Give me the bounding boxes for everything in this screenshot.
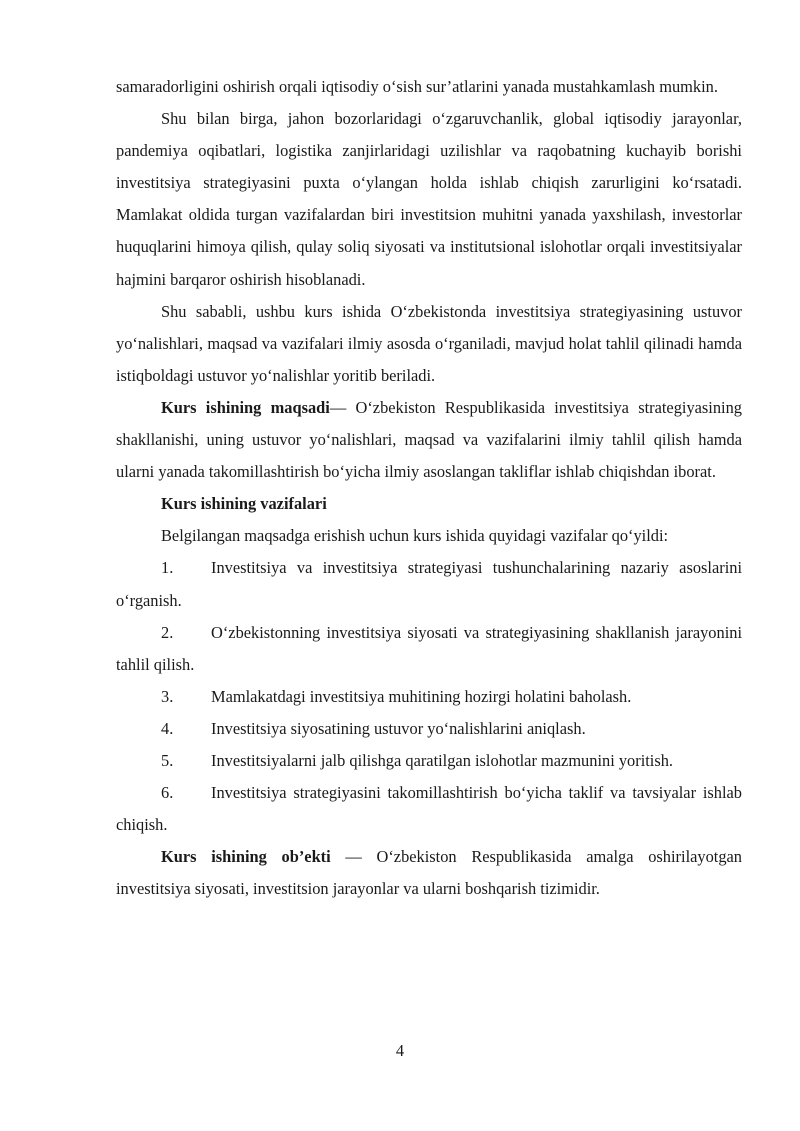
task-number: 6. xyxy=(161,783,174,803)
task-text: Investitsiya siyosatining ustuvor yo‘nalishlarini aniqlash. xyxy=(211,718,586,738)
task-text: Investitsiya strategiyasini takomillashtirish bo‘yicha taklif va tavsiyalar ishlab chiqish. xyxy=(116,783,742,835)
paragraph-context: Shu bilan birga, jahon bozorlaridagi o‘zgaruvchanlik, global iqtisodiy jarayonlar, pandemiya oqibatlari, logistika zanjirlaridagi uzilishlar va raqobatning kuchayib borishi investitsiya strategiyasini puxta o‘ylangan holda ishlab chiqish zarurligini ko‘rsatadi. Mamlakat oldida turgan vazifalardan biri investitsion muhitni yanada yaxshilash, investorlar huquqlarini himoya qilish, qulay soliq siyosati va institutsional islohotlar orqali investitsiyalar hajmini barqaror oshirish hisoblanadi. xyxy=(116,109,742,289)
task-number: 1. xyxy=(161,558,174,578)
paragraph-purpose-intro: Shu sababli, ushbu kurs ishida O‘zbekistonda investitsiya strategiyasining ustuvor yo‘nalishlari, maqsad va vazifalari ilmiy asosda o‘rganiladi, mavjud holat tahlil qilinadi hamda istiqboldagi ustuvor yo‘nalishlar yoritib beriladi. xyxy=(116,301,742,385)
task-number: 5. xyxy=(161,750,174,770)
paragraph-object xyxy=(116,841,742,905)
tasks-heading: Kurs ishining vazifalari xyxy=(161,494,327,514)
task-item xyxy=(116,777,742,841)
paragraph-continuation: samaradorligini oshirish orqali iqtisodiy o‘sish sur’atlarini yanada mustahkamlash mumkin. xyxy=(116,77,718,96)
task-number: 2. xyxy=(161,622,174,642)
task-text: O‘zbekistonning investitsiya siyosati va strategiyasining shakllanish jarayonini tahlil qilish. xyxy=(116,622,742,674)
task-text: Mamlakatdagi investitsiya muhitining hozirgi holatini baholash. xyxy=(211,686,632,706)
task-text: Investitsiyalarni jalb qilishga qaratilgan islohotlar mazmunini yoritish. xyxy=(211,750,674,770)
goal-text: — O‘zbekiston Respublikasida investitsiya strategiyasining shakllanishi, uning ustuvor yo‘nalishlari, maqsad va vazifalarini ilmiy tahlil qilish hamda ularni yanada takomillashtirish bo‘yicha ilmiy asoslangan takliflar ishlab chiqishdan iborat. xyxy=(116,397,742,482)
task-number: 3. xyxy=(161,686,174,706)
object-text: — O‘zbekiston Respublikasida amalga oshirilayotgan investitsiya siyosati, investitsion jarayonlar va ularni boshqarish tizimidir. xyxy=(116,847,743,899)
object-label: Kurs ishining ob’ekti xyxy=(161,847,331,867)
task-item xyxy=(116,681,742,713)
task-item xyxy=(116,745,742,777)
task-item xyxy=(116,552,742,616)
task-item xyxy=(116,713,742,745)
paragraph-goal xyxy=(116,392,742,488)
task-text: Investitsiya va investitsiya strategiyasi tushunchalarining nazariy asoslarini o‘rganish. xyxy=(116,558,742,610)
document-page xyxy=(116,71,742,905)
task-number: 4. xyxy=(161,718,174,738)
goal-label: Kurs ishining maqsadi xyxy=(161,397,330,417)
task-item xyxy=(116,617,742,681)
page-number: 4 xyxy=(395,1041,405,1060)
tasks-intro: Belgilangan maqsadga erishish uchun kurs ishida quyidagi vazifalar qo‘yildi: xyxy=(161,526,669,546)
